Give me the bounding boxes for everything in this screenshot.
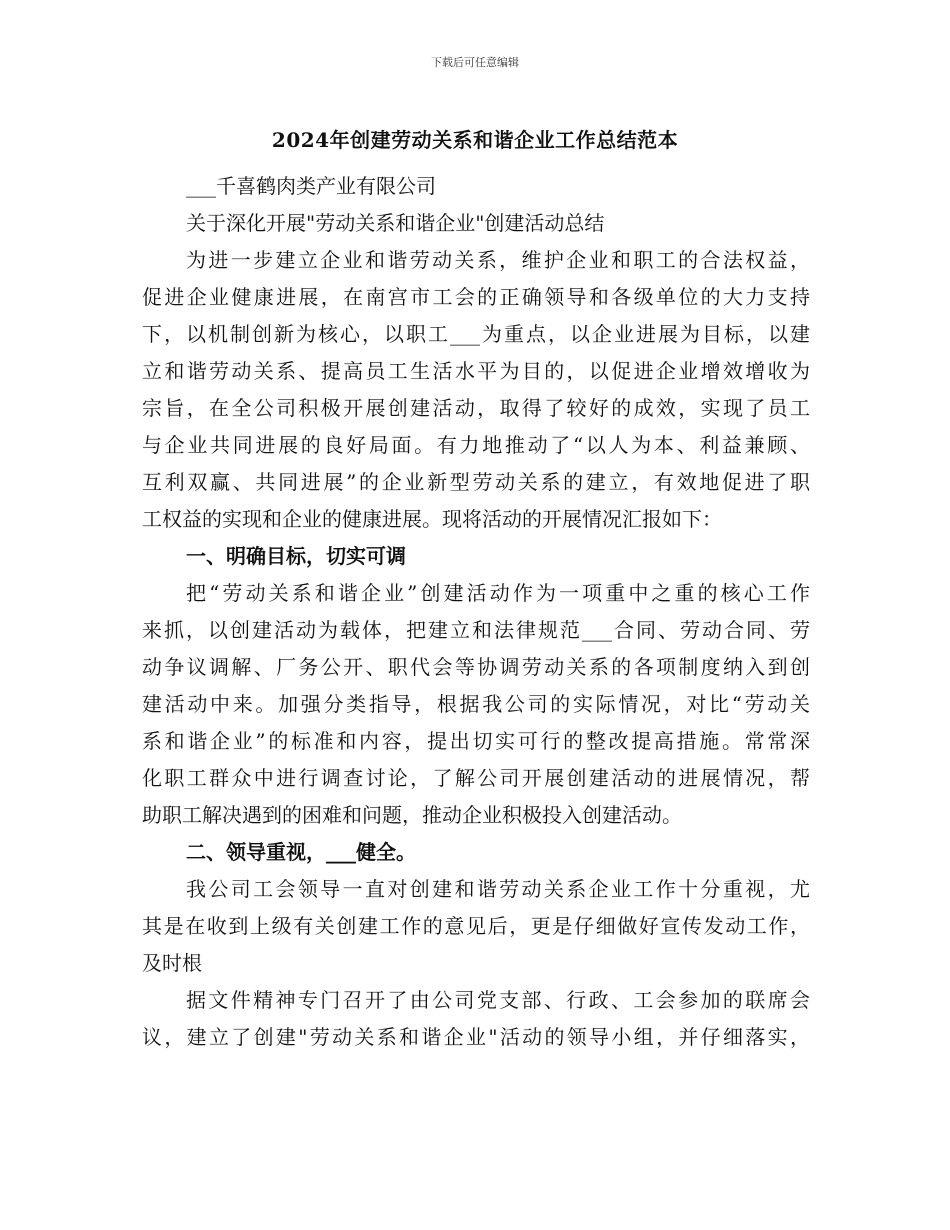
body-line: 建活动中来。加强分类指导，根据我公司的实际情况，对比“劳动关 (142, 692, 810, 716)
body-line: 促进企业健康进展，在南宫市工会的正确领导和各级单位的大力支持 (142, 285, 810, 309)
body-line: 动争议调解、厂务公开、职代会等协调劳动关系的各项制度纳入到创 (142, 655, 810, 679)
section-heading: 一、明确目标，切实可调 (186, 544, 406, 568)
body-line: ___千喜鹤肉类产业有限公司 (186, 174, 436, 198)
body-line: 议，建立了创建"劳动关系和谐企业"活动的领导小组，并仔细落实， (142, 1025, 810, 1049)
body-line: 关于深化开展"劳动关系和谐企业"创建活动总结 (186, 211, 605, 235)
body-line: 立和谐劳动关系、提高员工生活水平为目的，以促进企业增效增收为 (142, 359, 810, 383)
body-line: 下，以机制创新为核心，以职工___为重点，以企业进展为目标，以建 (142, 322, 810, 346)
body-line: 为进一步建立企业和谐劳动关系，维护企业和职工的合法权益， (186, 248, 810, 272)
body-line: 据文件精神专门召开了由公司党支部、行政、工会参加的联席会 (186, 988, 810, 1012)
document-title: 2024年创建劳动关系和谐企业工作总结范本 (271, 128, 679, 152)
body-line: 系和谐企业”的标准和内容，提出切实可行的整改提高措施。常常深 (142, 729, 810, 753)
body-line: 来抓，以创建活动为载体，把建立和法律规范___合同、劳动合同、劳 (142, 618, 810, 642)
body-line: 我公司工会领导一直对创建和谐劳动关系企业工作十分重视，尤 (186, 877, 810, 901)
body-line: 宗旨，在全公司积极开展创建活动，取得了较好的成效，实现了员工 (142, 396, 810, 420)
body-line: 助职工解决遇到的困难和问题，推动企业积极投入创建活动。 (142, 803, 682, 827)
body-line: 互利双赢、共同进展”的企业新型劳动关系的建立，有效地促进了职 (142, 470, 810, 494)
body-line: 与企业共同进展的良好局面。有力地推动了“以人为本、利益兼顾、 (142, 433, 810, 457)
section-heading: 二、领导重视，___健全。 (186, 840, 416, 864)
page-header-note: 下载后可任意编辑 (431, 56, 519, 69)
body-line: 把“劳动关系和谐企业”创建活动作为一项重中之重的核心工作 (186, 581, 810, 605)
body-line: 及时根 (142, 951, 202, 975)
body-line: 化职工群众中进行调查讨论，了解公司开展创建活动的进展情况，帮 (142, 766, 810, 790)
body-line: 其是在收到上级有关创建工作的意见后，更是仔细做好宣传发动工作， (142, 914, 810, 938)
body-line: 工权益的实现和企业的健康进展。现将活动的开展情况汇报如下： (142, 507, 722, 531)
document-body (142, 168, 810, 1056)
